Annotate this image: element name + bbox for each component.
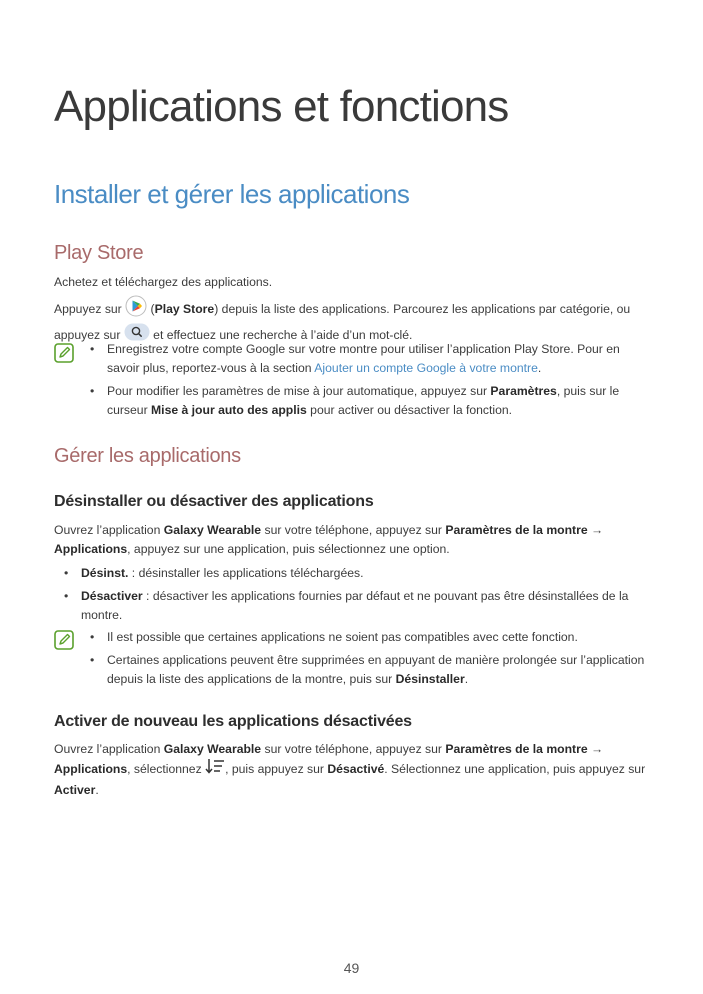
list-item: • Pour modifier les paramètres de mise à jour automatique, appuyez sur Paramètres, puis sur le curseur Mise à jour auto des applis pour activer ou désactiver la fonction. [80,382,654,420]
play-store-instructions: Appuyez sur (Play Store) depuis la liste des applications. Parcourez les applications par catégorie, ou appuyez sur et effectuez une recherche à l’aide d’un mot-clé. [54,296,654,348]
manage-apps-heading: Gérer les applications [54,445,241,467]
sort-icon [205,758,225,780]
note-pencil-icon [54,630,74,650]
list-item: • Il est possible que certaines applications ne soient pas compatibles avec cette fonction. [80,628,654,647]
play-store-intro: Achetez et téléchargez des applications. [54,275,273,289]
chapter-title: Applications et fonctions [54,82,509,131]
page-number: 49 [343,960,360,976]
manage-notes [80,628,654,693]
play-store-icon [125,295,147,323]
uninstall-options [54,564,654,629]
google-account-link[interactable]: Ajouter un compte Google à votre montre [314,361,538,375]
reactivate-heading: Activer de nouveau les applications désactivées [54,713,412,730]
note-pencil-icon [54,343,74,363]
reactivate-instructions: Ouvrez l’application Galaxy Wearable sur votre téléphone, appuyez sur Paramètres de la montre → Applications, sélectionnez , puis appuyez sur Désactivé. Sélectionnez une application, puis appuyez sur Activer. [54,742,646,797]
play-store-heading: Play Store [54,242,144,264]
uninstall-heading: Désinstaller ou désactiver des applications [54,493,374,510]
list-item: • Désinst. : désinstaller les applications téléchargées. [54,564,654,583]
section-title: Installer et gérer les applications [54,179,410,209]
play-store-notes [80,340,654,424]
uninstall-instructions: Ouvrez l’application Galaxy Wearable sur votre téléphone, appuyez sur Paramètres de la montre → Applications, appuyez sur une application, puis sélectionnez une option. [54,523,604,556]
list-item: • Enregistrez votre compte Google sur votre montre pour utiliser l’application Play Store. Pour en savoir plus, reportez-vous à la section Ajouter un compte Google à votre montre. [80,340,654,378]
list-item: • Certaines applications peuvent être supprimées en appuyant de manière prolongée sur l’application depuis la liste des applications de la montre, puis sur Désinstaller. [80,651,654,689]
list-item: • Désactiver : désactiver les applications fournies par défaut et ne pouvant pas être désinstallées de la montre. [54,587,654,625]
